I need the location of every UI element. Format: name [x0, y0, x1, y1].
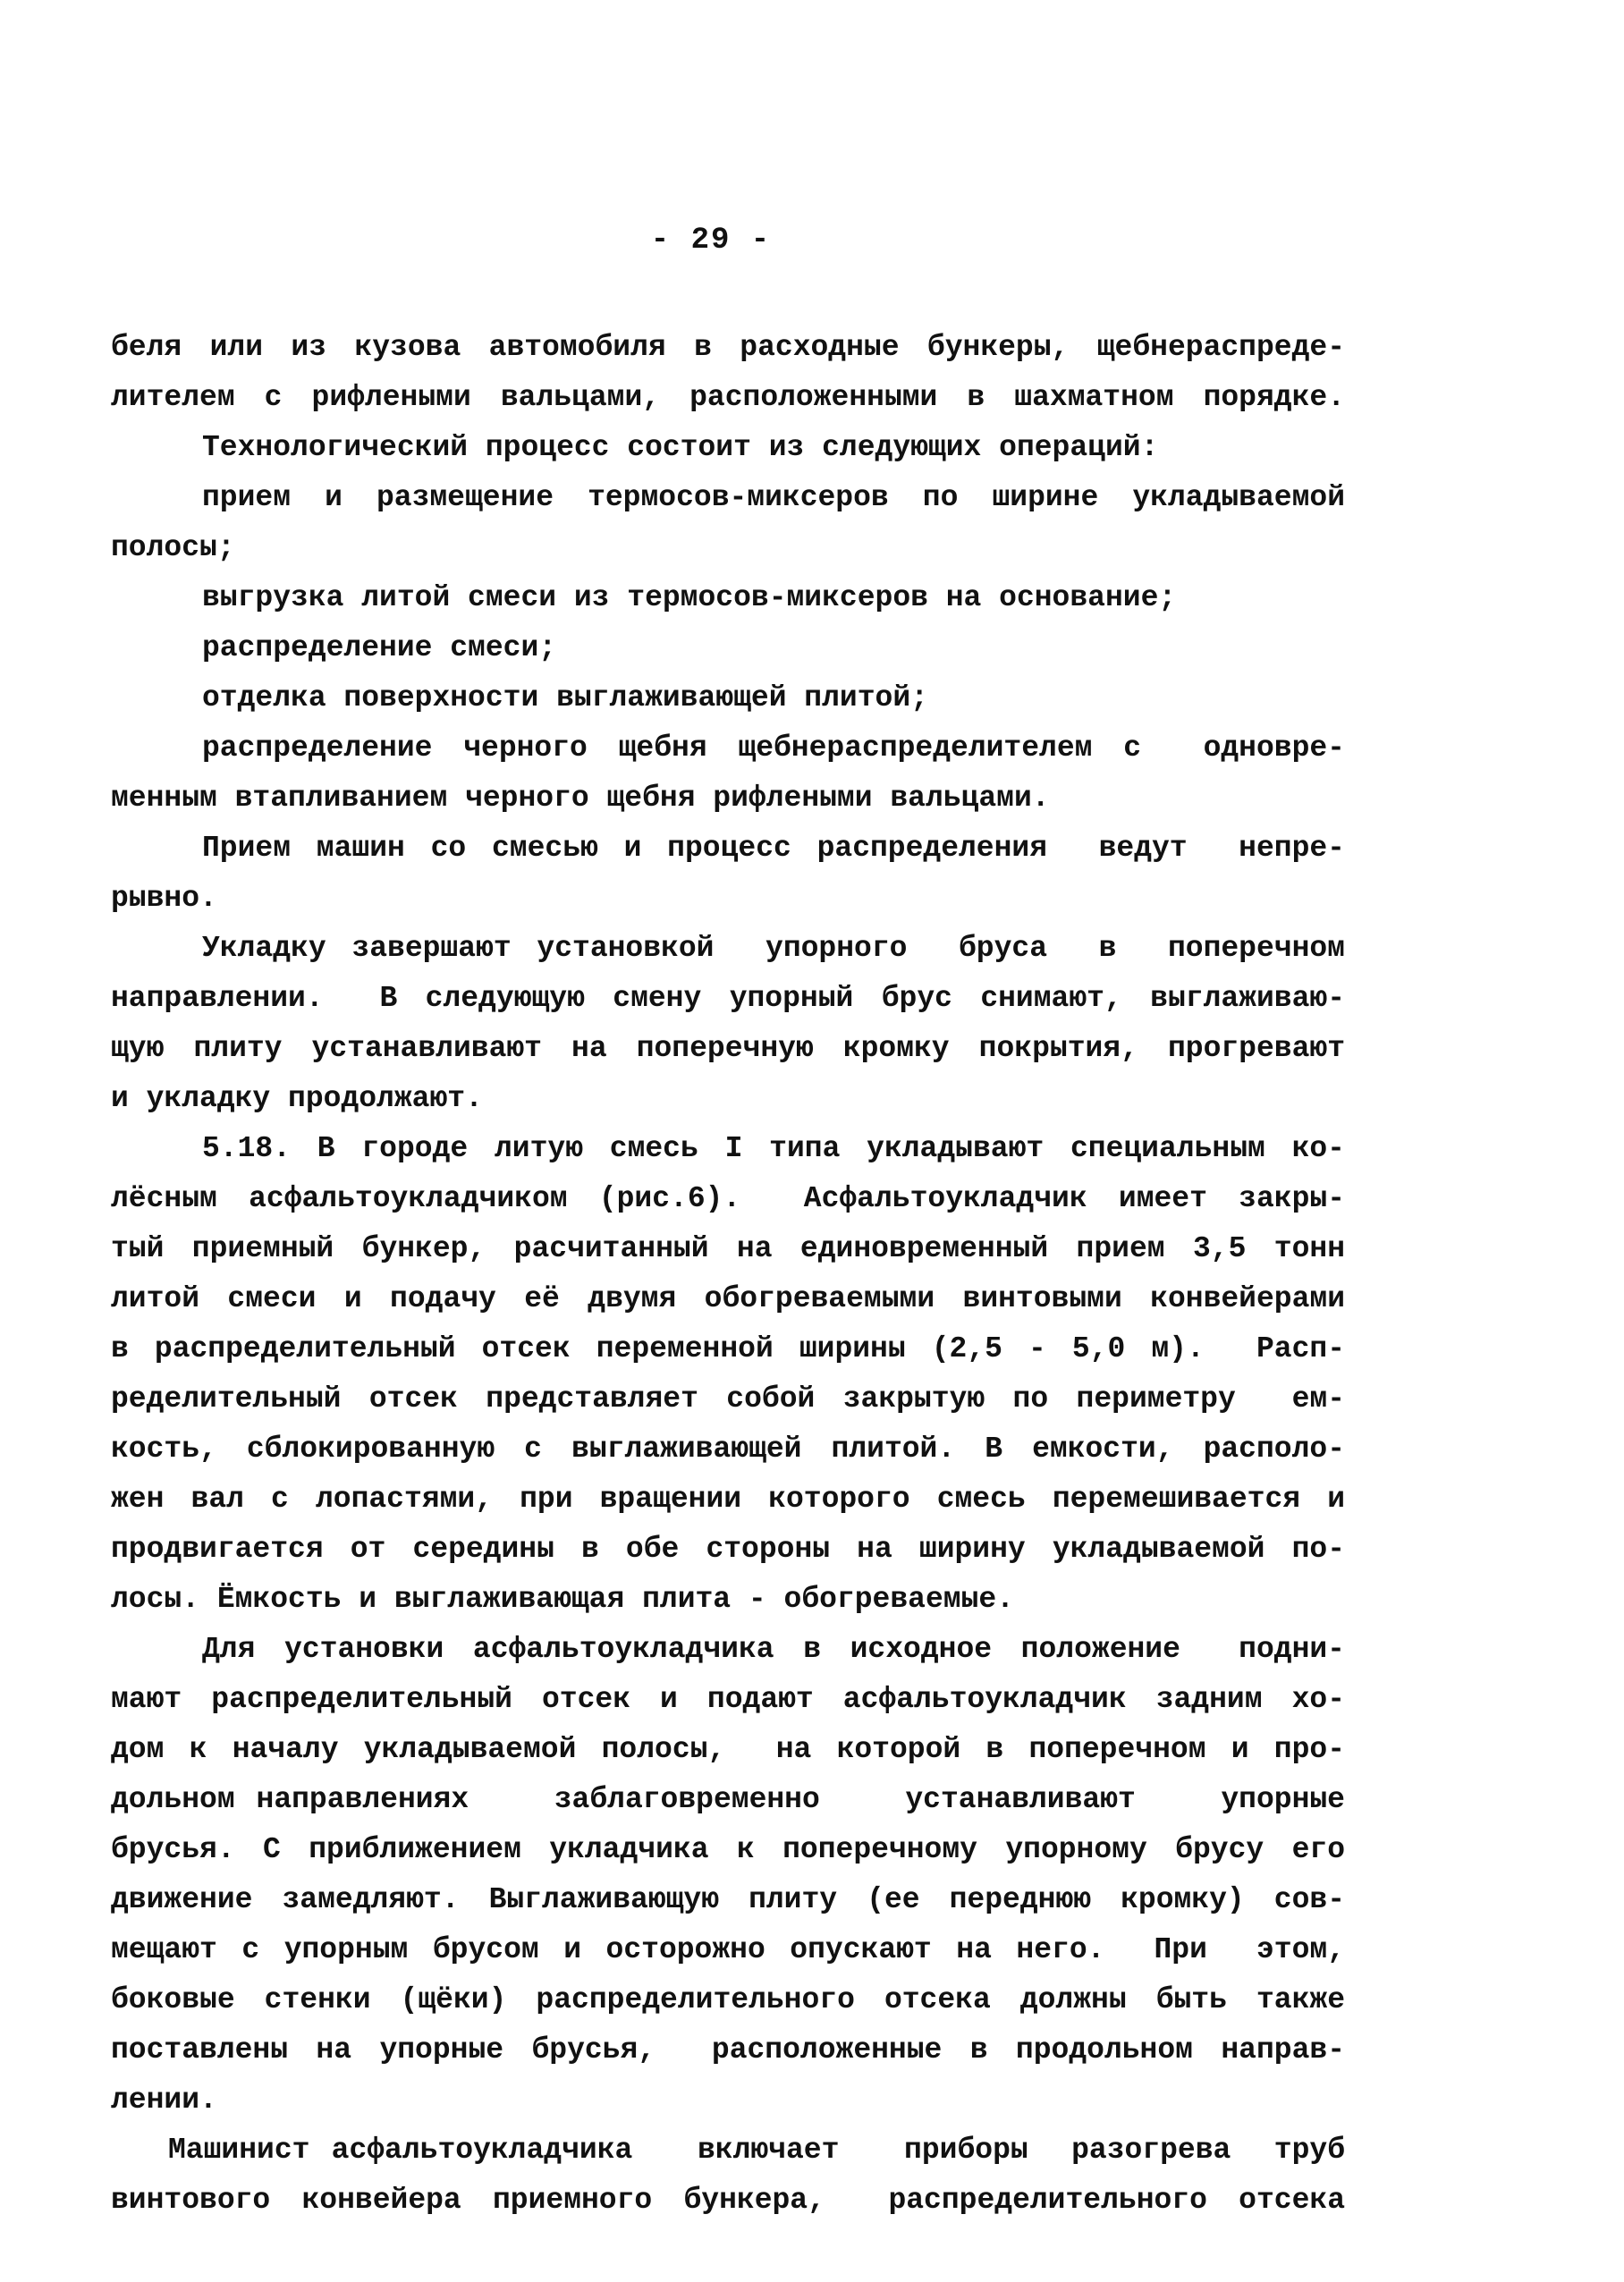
- text-line: выгрузка литой смеси из термосов-миксеров на основание;: [202, 581, 1177, 614]
- text-line: Прием машин со смесью и процесс распределения ведут непре-: [202, 832, 1345, 865]
- text-line: дольном направлениях заблаговременно устанавливают упорные: [111, 1783, 1345, 1816]
- text-line: Для установки асфальтоукладчика в исходное положение подни-: [202, 1633, 1345, 1666]
- text-line: менным втапливанием черного щебня рифлеными вальцами.: [111, 782, 1050, 815]
- text-line: движение замедляют. Выглаживающую плиту (ее переднюю кромку) сов-: [111, 1883, 1345, 1916]
- text-line: мещают с упорным брусом и осторожно опускают на него. При этом,: [111, 1933, 1345, 1966]
- text-line: мают распределительный отсек и подают асфальтоукладчик задним хо-: [111, 1683, 1345, 1716]
- text-line: Укладку завершают установкой упорного бруса в поперечном: [202, 932, 1345, 965]
- text-line: щую плиту устанавливают на поперечную кромку покрытия, прогревают: [111, 1032, 1345, 1065]
- text-line: прием и размещение термосов-миксеров по ширине укладываемой: [202, 481, 1345, 514]
- text-line: боковые стенки (щёки) распределительного отсека должны быть также: [111, 1983, 1345, 2016]
- text-line: дом к началу укладываемой полосы, на которой в поперечном и про-: [111, 1733, 1345, 1766]
- text-line: беля или из кузова автомобиля в расходные бункеры, щебнераспреде-: [111, 331, 1345, 364]
- text-line: литой смеси и подачу её двумя обогреваемыми винтовыми конвейерами: [111, 1282, 1345, 1315]
- text-line: лёсным асфальтоукладчиком (рис.6). Асфальтоукладчик имеет закры-: [111, 1182, 1345, 1215]
- text-line: в распределительный отсек переменной ширины (2,5 - 5,0 м). Расп-: [111, 1332, 1345, 1365]
- text-line: отделка поверхности выглаживающей плитой;: [202, 681, 928, 714]
- text-line: распределение черного щебня щебнераспределителем с одновре-: [202, 731, 1345, 765]
- text-line: лении.: [111, 2083, 217, 2117]
- text-line: ределительный отсек представляет собой закрытую по периметру ем-: [111, 1382, 1345, 1416]
- text-line: и укладку продолжают.: [111, 1082, 483, 1115]
- text-line: лителем с рифлеными вальцами, расположенными в шахматном порядке.: [111, 381, 1345, 414]
- text-line: Технологический процесс состоит из следующих операций:: [202, 431, 1159, 464]
- text-line: жен вал с лопастями, при вращении которого смесь перемешивается и: [111, 1483, 1345, 1516]
- text-line: Машинист асфальтоукладчика включает приборы разогрева труб: [168, 2134, 1345, 2167]
- text-line: распределение смеси;: [202, 631, 557, 664]
- text-line: лосы. Ёмкость и выглаживающая плита - обогреваемые.: [111, 1583, 1014, 1616]
- text-line: тый приемный бункер, расчитанный на единовременный прием 3,5 тонн: [111, 1232, 1345, 1265]
- text-line: 5.18. В городе литую смесь I типа укладывают специальным ко-: [202, 1132, 1345, 1165]
- text-line: поставлены на упорные брусья, расположенные в продольном направ-: [111, 2033, 1345, 2066]
- text-line: направлении. В следующую смену упорный брус снимают, выглаживаю-: [111, 982, 1345, 1015]
- text-line: брусья. С приближением укладчика к поперечному упорному брусу его: [111, 1833, 1345, 1866]
- text-line: рывно.: [111, 882, 217, 915]
- text-line: продвигается от середины в обе стороны на ширину укладываемой по-: [111, 1533, 1345, 1566]
- page-number: - 29 -: [650, 224, 772, 258]
- text-line: кость, сблокированную с выглаживающей плитой. В емкости, располо-: [111, 1433, 1345, 1466]
- text-line: полосы;: [111, 531, 235, 564]
- text-line: винтового конвейера приемного бункера, распределительного отсека: [111, 2184, 1345, 2217]
